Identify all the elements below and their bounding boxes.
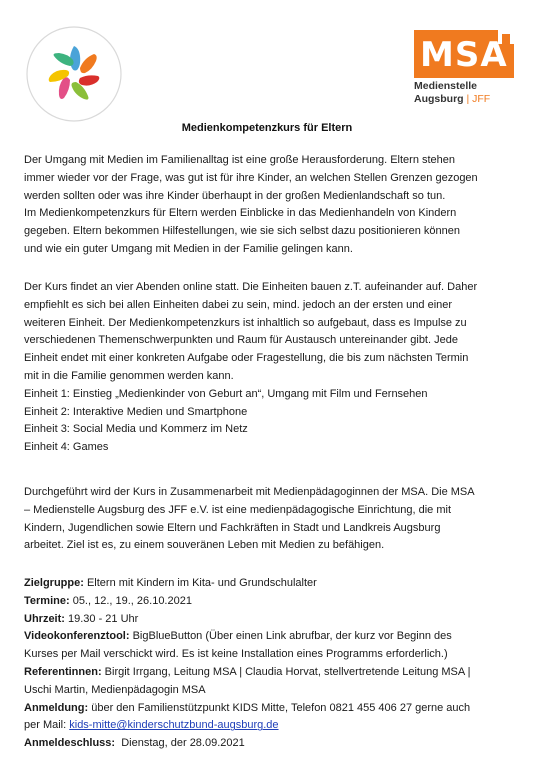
text-line: Kindern, Jugendlichen sowie Eltern und Fachkräften in Stadt und Landkreis Augsburg [24, 521, 441, 534]
text-line: und wie ein guter Umgang mit Medien in der Familie gelingen kann. [24, 242, 353, 255]
text-line: mit in die Familie genommen werden kann. [24, 369, 234, 382]
text-line: Im Medienkompetenzkurs für Eltern werden Einblicke in das Medienhandeln von Kindern [24, 207, 457, 220]
detail-termine: Termine: 05., 12., 19., 26.10.2021 [24, 594, 192, 607]
text-line: Einheit endet mit einer konkreten Aufgabe oder Fragestellung, die bis zum nächsten Termin [24, 352, 469, 365]
msa-logo [414, 30, 514, 110]
email-link[interactable]: kids-mitte@kinderschutzbund-augsburg.de [69, 719, 279, 732]
msa-paragraph [24, 484, 520, 555]
detail-tool-cont: Kurses per Mail verschickt wird. Es ist keine Installation eines Programms erforderlich.) [24, 648, 448, 661]
text-line: weiteren Einheit. Der Medienkompetenzkurs ist inhaltlich so aufgebaut, dass es Impulse zu [24, 316, 467, 329]
text-line: arbeitet. Ziel ist es, zu einem souveränen Leben mit Medien zu befähigen. [24, 539, 385, 552]
text-line: verschiedenen Themenschwerpunkten und Raum für Austausch untereinander gibt. Jede [24, 334, 458, 347]
familienstuetzpunkt-logo [24, 24, 124, 124]
text-line: immer wieder vor der Frage, was gut ist für ihre Kinder, an welchen Stellen Grenzen gezogen [24, 171, 478, 184]
text-line: – Medienstelle Augsburg des JFF e.V. ist eine medienpädagogische Einrichtung, die mit [24, 503, 452, 516]
msa-logo-subtitle-2: Augsburg | JFF [414, 93, 491, 105]
detail-tool: Videokonferenztool: BigBlueButton (Über einen Link abrufbar, der kurz vor Beginn des [24, 630, 452, 643]
msa-logo-text: MSA [420, 35, 508, 75]
course-details [24, 575, 520, 753]
intro-paragraph [24, 152, 520, 259]
unit-line: Einheit 1: Einstieg „Medienkinder von Geburt an“, Umgang mit Film und Fernsehen [24, 387, 428, 400]
detail-anmeldeschluss: Anmeldeschluss: Dienstag, der 28.09.2021 [24, 737, 245, 750]
msa-logo-box [414, 30, 514, 78]
document-title: Medienkompetenzkurs für Eltern [181, 122, 353, 134]
text-line: Der Kurs findet an vier Abenden online statt. Die Einheiten bauen z.T. aufeinander auf. Daher [24, 281, 478, 293]
detail-anmeldung: Anmeldung: über den Familienstützpunkt KIDS Mitte, Telefon 0821 455 406 27 gerne auch [24, 701, 471, 714]
msa-logo-subtitle-1: Medienstelle [414, 80, 478, 92]
text-line: Der Umgang mit Medien im Familienalltag ist eine große Herausforderung. Eltern stehen [24, 154, 456, 166]
detail-uhrzeit: Uhrzeit: 19.30 - 21 Uhr [24, 612, 139, 625]
text-line: empfiehlt es sich bei allen Einheiten dabei zu sein, mind. jedoch an der ersten und einer [24, 298, 453, 311]
detail-referentinnen: Referentinnen: Birgit Irrgang, Leitung MSA | Claudia Horvat, stellvertretende Leitung MSA | [24, 665, 471, 678]
text-line: Durchgeführt wird der Kurs in Zusammenarbeit mit Medienpädagoginnen der MSA. Die MSA [24, 486, 475, 498]
course-paragraph [24, 279, 520, 457]
unit-line: Einheit 4: Games [24, 441, 109, 454]
detail-referentinnen-cont: Uschi Martin, Medienpädagogin MSA [24, 683, 206, 696]
unit-line: Einheit 2: Interaktive Medien und Smartphone [24, 405, 248, 418]
detail-anmeldung-cont: per Mail: kids-mitte@kinderschutzbund-augsburg.de [24, 719, 279, 732]
detail-zielgruppe: Zielgruppe: Eltern mit Kindern im Kita- und Grundschulalter [24, 577, 317, 589]
text-line: gegeben. Eltern bekommen Hilfestellungen, wie sie sich selbst dazu positionieren können [24, 225, 460, 238]
unit-line: Einheit 3: Social Media und Kommerz im Netz [24, 423, 248, 436]
text-line: werden sollten oder was ihre Kinder überhaupt in der großen Medienlandschaft so tun. [24, 189, 446, 202]
hands-logo-icon [24, 24, 124, 124]
